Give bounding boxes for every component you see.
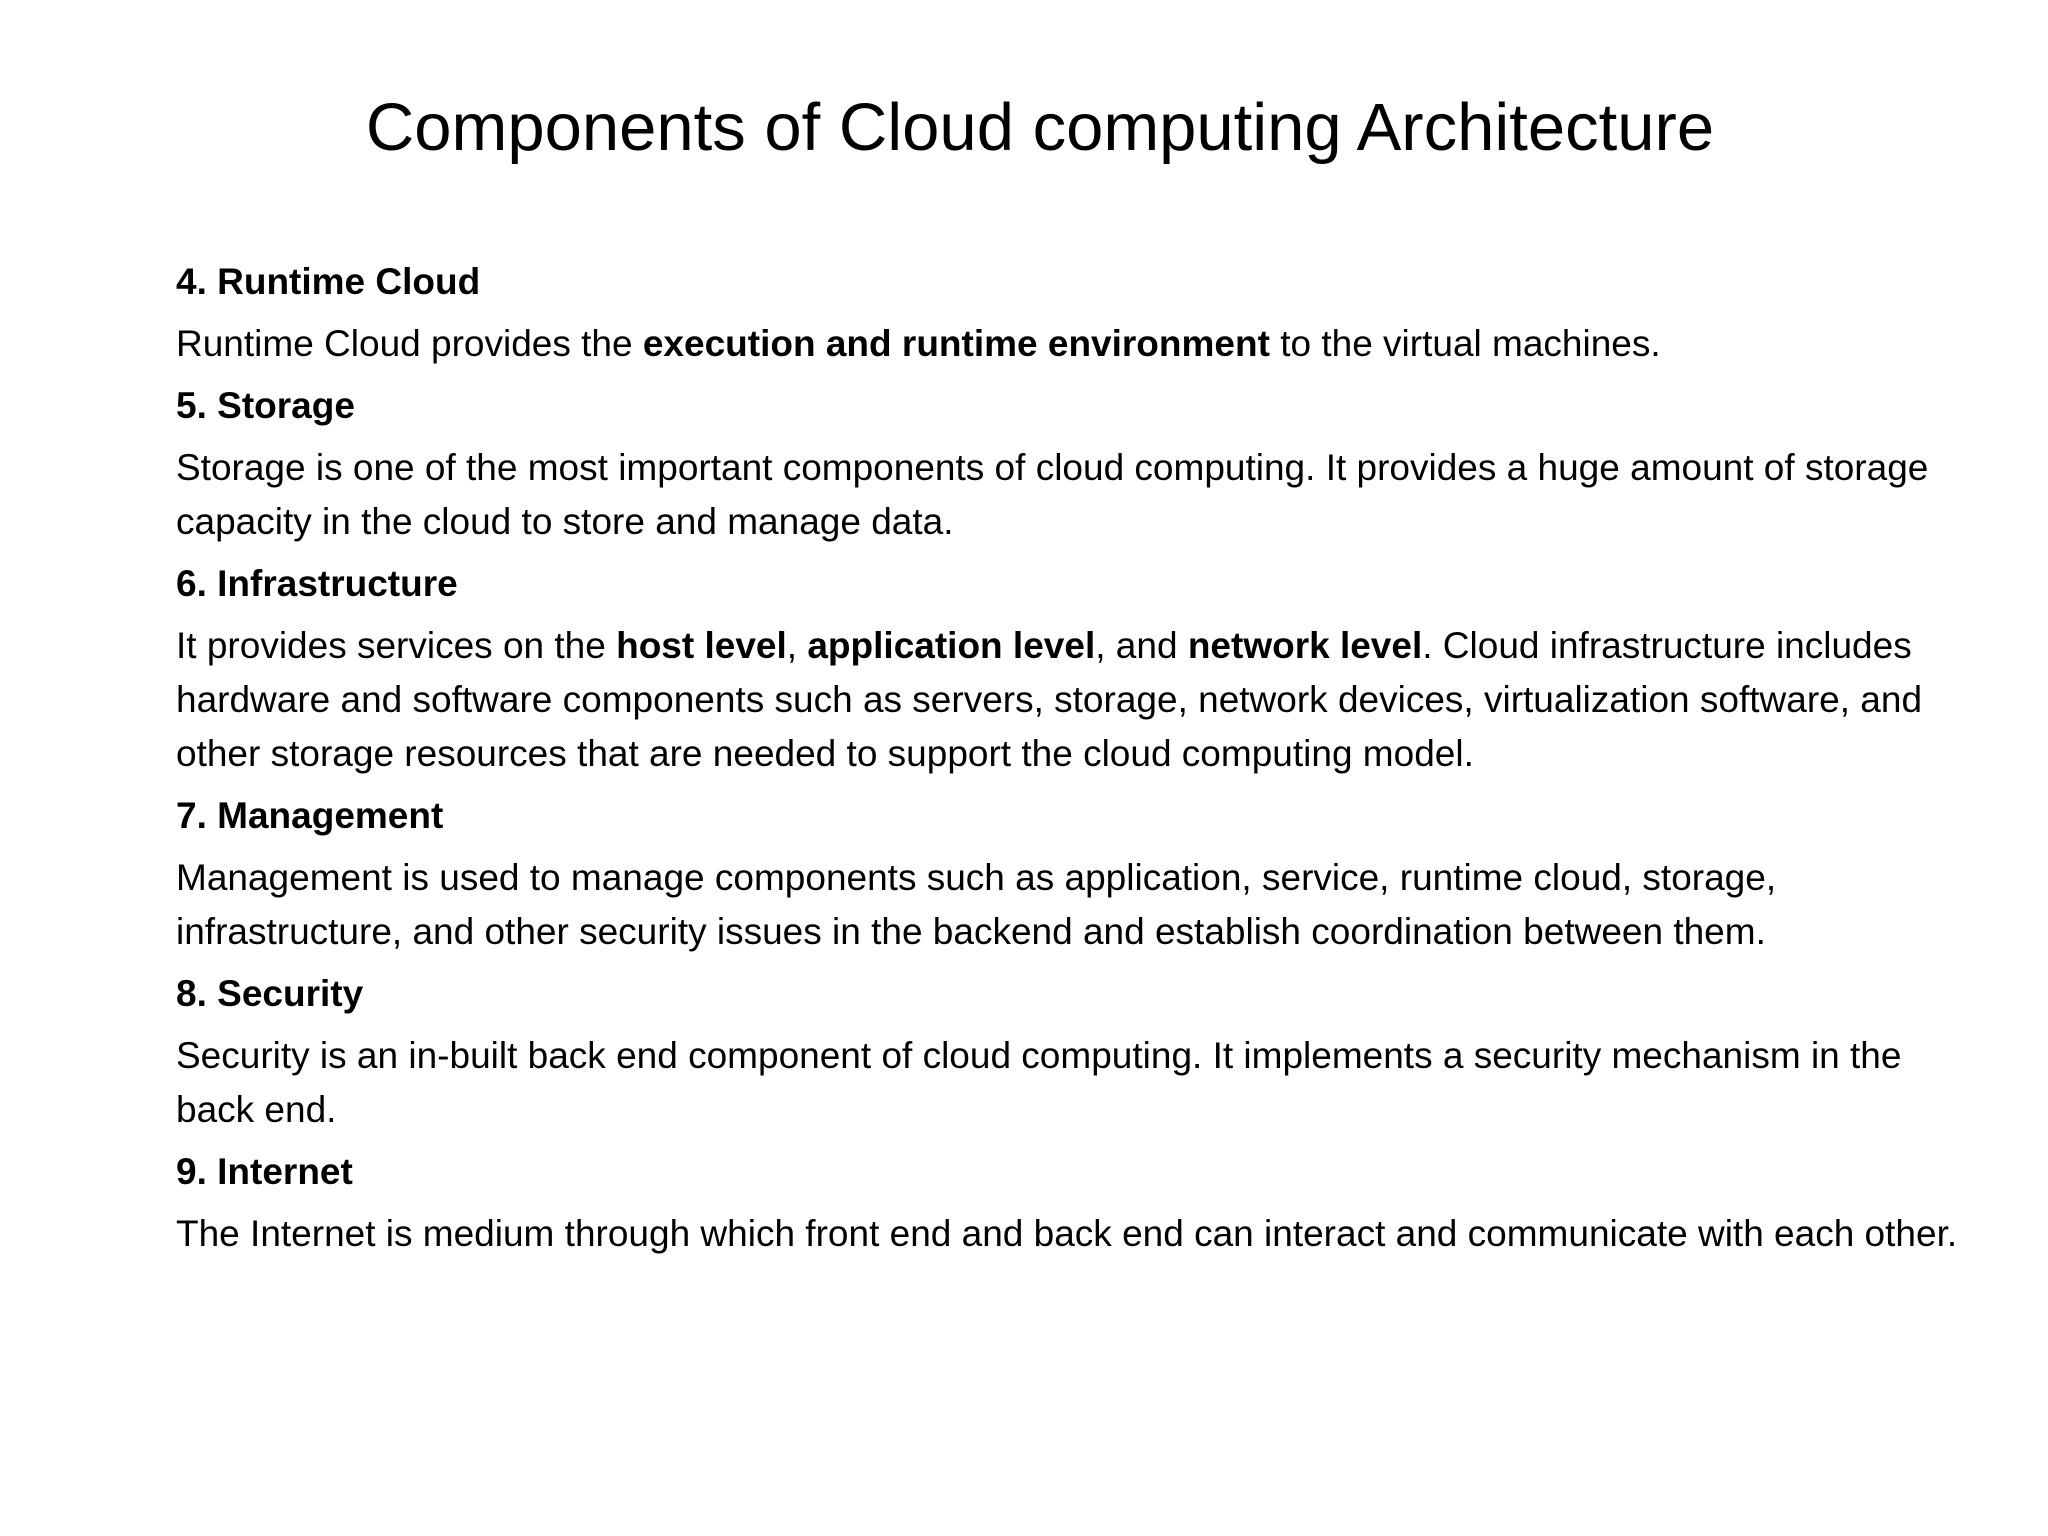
body-text: Storage is one of the most important components of cloud computing. It provides a huge amount of storage capacity in the cloud to store and manage data. [176, 447, 1929, 542]
body-emphasis: execution and runtime environment [642, 323, 1270, 364]
body-text: The Internet is medium through which front end and back end can interact and communicate with each other. [176, 1213, 1958, 1254]
section-body-infrastructure [176, 619, 1976, 781]
section-heading-storage: 5. Storage [176, 385, 355, 426]
body-text: Runtime Cloud provides the [176, 323, 643, 364]
section-heading-internet: 9. Internet [176, 1151, 353, 1192]
section-heading-security: 8. Security [176, 973, 364, 1014]
section-body-management [176, 851, 1976, 959]
section-body-security [176, 1029, 1976, 1137]
section-body-runtime-cloud [176, 317, 1976, 371]
section-heading-management: 7. Management [176, 795, 444, 836]
body-emphasis: network level [1187, 625, 1423, 666]
slide-title: Components of Cloud computing Architecture [365, 90, 1715, 165]
body-text: , [786, 625, 808, 666]
slide-content [176, 255, 1976, 1269]
section-body-storage [176, 441, 1976, 549]
body-emphasis: host level [616, 625, 787, 666]
body-emphasis: application level [807, 625, 1096, 666]
body-text: to the virtual machines. [1269, 323, 1661, 364]
body-text: . Cloud infrastructure includes hardware and software components such as servers, storage, network devices, virtualization software, and other storage resources that are needed to support the cloud computing model. [176, 625, 1923, 774]
body-text: It provides services on the [176, 625, 617, 666]
section-body-internet [176, 1207, 1976, 1261]
body-text: , and [1095, 625, 1188, 666]
body-text: Security is an in-built back end component of cloud computing. It implements a security mechanism in the back end. [176, 1035, 1902, 1130]
section-heading-runtime-cloud: 4. Runtime Cloud [176, 261, 481, 302]
body-text: Management is used to manage components such as application, service, runtime cloud, storage, infrastructure, and other security issues in the backend and establish coordination between them. [176, 857, 1777, 952]
section-heading-infrastructure: 6. Infrastructure [176, 563, 458, 604]
